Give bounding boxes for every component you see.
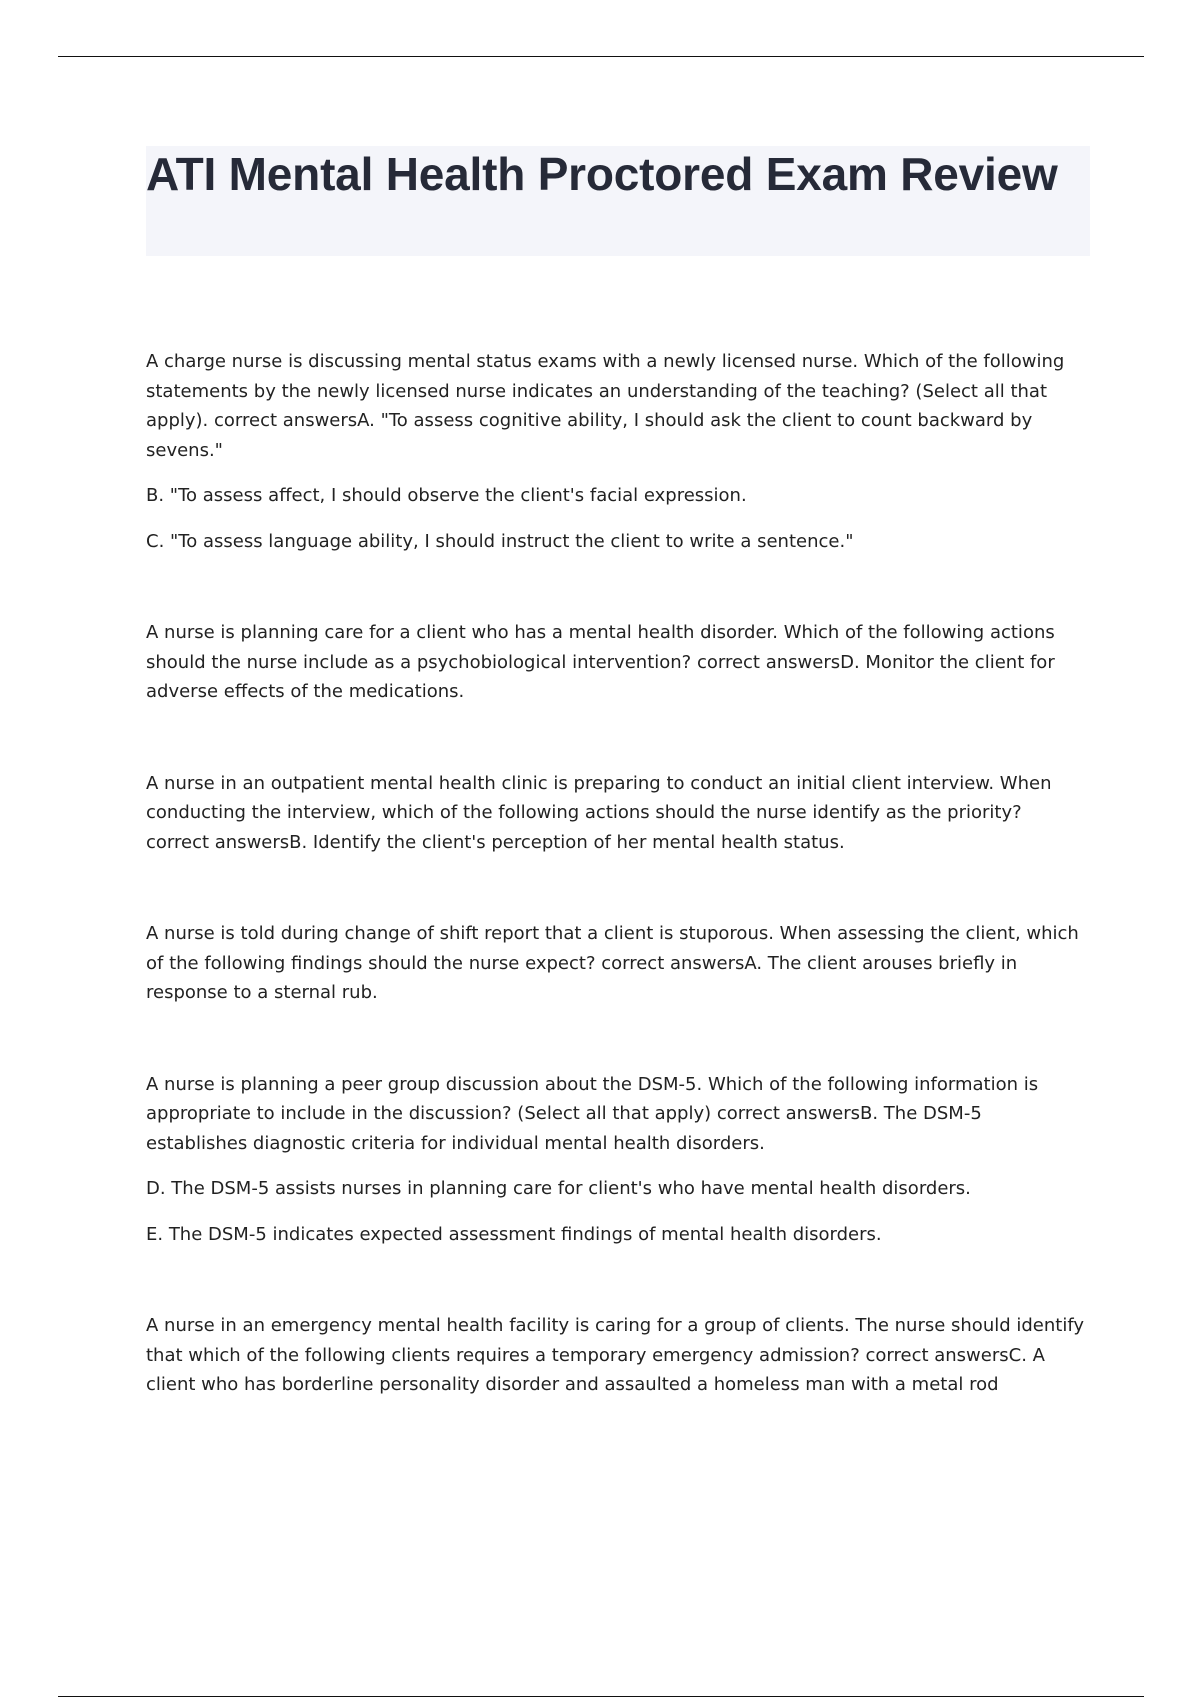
document-body	[146, 347, 1086, 1400]
question-block	[146, 618, 1086, 707]
question-text: A nurse is planning a peer group discussion about the DSM-5. Which of the following information is appropriate to include in the discussion? (Select all that apply) correct answersB. The DSM-5 establishes diagnostic criteria for individual mental health disorders.	[146, 1073, 1039, 1154]
top-divider	[58, 56, 1144, 57]
title-banner	[146, 146, 1090, 256]
question-block	[146, 347, 1086, 556]
answer-option: D. The DSM-5 assists nurses in planning care for client's who have mental health disorders.	[146, 1178, 971, 1199]
question-text: A nurse in an emergency mental health facility is caring for a group of clients. The nurse should identify that which of the following clients requires a temporary emergency admission? correct answersC. A client who has borderline personality disorder and assaulted a homeless man with a metal rod	[146, 1315, 1085, 1395]
bottom-divider	[58, 1696, 1144, 1697]
question-text: A nurse is planning care for a client who has a mental health disorder. Which of the following actions should the nurse include as a psychobiological intervention? correct answersD. Monitor the client for adverse effects of the medications.	[146, 622, 1055, 702]
question-block	[146, 1311, 1086, 1400]
question-block	[146, 919, 1086, 1008]
question-block	[146, 769, 1086, 858]
page-title: ATI Mental Health Proctored Exam Review	[146, 148, 1058, 200]
question-block	[146, 1070, 1086, 1250]
question-text: A charge nurse is discussing mental status exams with a newly licensed nurse. Which of the following statements by the newly licensed nurse indicates an understanding of the teaching? (Select all that apply). correct answersA. "To assess cognitive ability, I should ask the client to count backward by sevens."	[146, 351, 1065, 461]
answer-option: B. "To assess affect, I should observe the client's facial expression.	[146, 485, 747, 506]
answer-option: C. "To assess language ability, I should instruct the client to write a sentence."	[146, 530, 854, 552]
question-text: A nurse is told during change of shift report that a client is stuporous. When assessing the client, which of the following findings should the nurse expect? correct answersA. The client arouses briefly in response to a sternal rub.	[146, 923, 1079, 1003]
question-text: A nurse in an outpatient mental health clinic is preparing to conduct an initial client interview. When conducting the interview, which of the following actions should the nurse identify as the priority? correct answersB. Identify the client's perception of her mental health status.	[146, 772, 1052, 853]
answer-option: E. The DSM-5 indicates expected assessment findings of mental health disorders.	[146, 1223, 882, 1245]
